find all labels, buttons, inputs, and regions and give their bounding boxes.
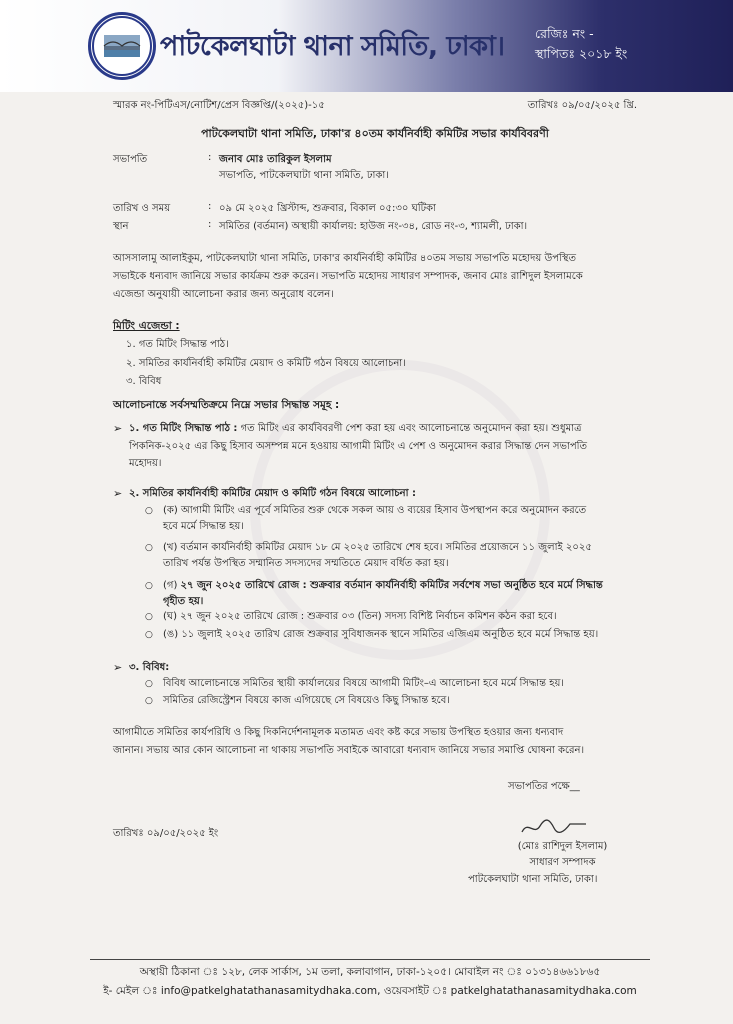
sub-item-line: সমিতির রেজিস্ট্রেশন বিষয়ে কাজ এগিয়েছে সে বিষয়েও কিছু সিদ্ধান্ত হবে। xyxy=(163,695,450,706)
subject-heading: পাটকেলঘাটা থানা সমিতি, ঢাকা'র ৪০তম কার্যনির্বাহী কমিটির সভার কার্যবিবরণী xyxy=(201,127,549,140)
signatory-org: পাটকেলঘাটা থানা সমিতি, ঢাকা। xyxy=(468,874,598,885)
sub-item xyxy=(145,609,650,625)
decision-item-1 xyxy=(113,420,643,473)
sub-item-prefix: (গ) xyxy=(163,580,181,591)
circle-bullet-icon: ○ xyxy=(145,506,153,516)
arrow-bullet-icon: ➢ xyxy=(113,487,123,500)
decision-1-head: ১. গত মিটিং সিদ্ধান্ত পাঠ : xyxy=(129,423,238,434)
intro-paragraph xyxy=(113,250,643,304)
agenda-title: মিটিং এজেন্ডা : xyxy=(113,320,180,332)
place-value: সমিতির (বর্তমান) অস্থায়ী কার্যালয়: হাউজ নং-৩৪, রোড নং-৩, শ্যামলী, ঢাকা। xyxy=(219,221,528,232)
circle-bullet-icon: ○ xyxy=(145,679,153,689)
circle-bullet-icon: ○ xyxy=(145,581,153,591)
agenda-item: ৩. বিবিধ xyxy=(126,376,162,387)
arrow-bullet-icon: ➢ xyxy=(113,661,123,674)
decision-item-2 xyxy=(113,485,643,503)
colon: : xyxy=(208,201,212,212)
sub-item xyxy=(145,627,650,643)
sub-item-line: হবে মর্মে সিদ্ধান্ত হয়। xyxy=(163,521,244,532)
agenda-item: ২. সমিতির কার্যনির্বাহী কমিটির মেয়াদ ও কমিটি গঠন বিষয়ে আলোচনা। xyxy=(126,357,406,369)
memo-date: তারিখঃ ০৯/০৫/২০২৫ খ্রি. xyxy=(527,100,637,111)
decisions-title: আলোচনান্তে সর্বসম্মতিক্রমে নিম্নে সভার সিদ্ধান্ত সমূহ : xyxy=(113,399,340,411)
signature-mark-icon xyxy=(520,816,590,840)
datetime-label: তারিখ ও সময় xyxy=(113,203,171,214)
sub-item-line: (ঘ) ২৭ জুন ২০২৫ তারিখে রোজ : শুক্রবার ০৩ (তিন) সদস্য বিশিষ্ট নির্বাচন কমিশন কঠন করা হবে। xyxy=(163,611,557,622)
arrow-bullet-icon: ➢ xyxy=(113,422,123,435)
signatory-name: (মোঃ রাশিদুল ইসলাম) xyxy=(517,841,608,852)
sub-item xyxy=(145,676,650,692)
agenda-list xyxy=(126,336,406,392)
signatory-block xyxy=(495,839,630,871)
footer-address: অস্থায়ী ঠিকানা ঃ ১২৮, লেক সার্কাস, ১ম তলা, কলাবাগান, ঢাকা-১২০৫। মোবাইল নং ঃ ০১৩১৪৬৬১৮৬৫ xyxy=(139,966,601,978)
sub-item-line: (ক) আগামী মিটিং এর পূর্বে সমিতির শুরু থেকে সকল আয় ও ব্যয়ের হিসাব উপস্থাপন করে অনুমোদন করতে xyxy=(163,505,587,516)
logo-emblem-icon xyxy=(91,15,153,77)
datetime-value: ০৯ মে ২০২৫ খ্রিস্টাব্দ, শুক্রবার, বিকাল ০৫:৩০ ঘটিকা xyxy=(219,203,436,214)
sub-item-line: বিবিধ আলোচনান্তে সমিতির স্থায়ী কার্যালয়ের বিষয়ে আগামী মিটিং–এ আলোচনা হবে মর্মে সিদ্ধান্ত হয়। xyxy=(163,678,564,689)
intro-line: সভাইকে ধন্যবাদ জানিয়ে সভার কার্যক্রম শুরু করেন। সভাপতি মহোদয় সাধারণ সম্পাদক, জনাব মোঃ রাশিদুল ইসলামকে xyxy=(113,271,583,282)
sub-item xyxy=(145,503,650,535)
chair-name: জনাব মোঃ তারিকুল ইসলাম xyxy=(219,154,332,165)
decision-3-head: ৩. বিবিধ: xyxy=(129,662,170,673)
agenda-item: ১. গত মিটিং সিদ্ধান্ত পাঠ। xyxy=(126,339,229,350)
circle-bullet-icon: ○ xyxy=(145,696,153,706)
sub-item-line: তারিখ পর্যন্ত উপস্থিত সম্মানিত সদস্যদের সম্মতিতে মেয়াদ বর্ধিত করা হয়। xyxy=(163,558,449,569)
decision-1-text: মহোদয়। xyxy=(129,458,162,469)
logo xyxy=(88,12,156,80)
colon: : xyxy=(208,152,212,163)
intro-line: এজেন্ডা অনুযায়ী আলোচনা করার জন্য অনুরোধ বলেন। xyxy=(113,289,334,300)
decision-1-text: গত মিটিং এর কার্যবিবরণী পেশ করা হয় এবং আলোচনান্তে অনুমোদন করা হয়। শুধুমাত্র xyxy=(237,423,582,434)
sub-item-line: (খ) বর্তমান কার্যনির্বাহী কমিটির মেয়াদ ১৮ মে ২০২৫ তারিখে শেষ হবে। সমিতির প্রয়োজনে ১১ জুলাই ২০২৫ xyxy=(163,542,592,553)
letterhead-banner xyxy=(0,0,733,92)
place-label: স্থান xyxy=(113,221,129,232)
circle-bullet-icon: ○ xyxy=(145,630,153,640)
closing-line: জানান। সভায় আর কোন আলোচনা না থাকায় সভাপতি সবাইকে আবারো ধন্যবাদ জানিয়ে সভার সমাপ্তি ঘোষনা করেন। xyxy=(113,745,585,756)
decision-2-head: ২. সমিতির কার্যনির্বাহী কমিটির মেয়াদ ও কমিটি গঠন বিষয়ে আলোচনা : xyxy=(129,488,417,499)
closing-paragraph xyxy=(113,724,643,760)
decision-1-text: পিকনিক-২০২৫ এর কিছু হিসাব অসম্পন্ন মনে হওয়ায় আগামী মিটিং এ পেশ ও অনুমোদন করার সিদ্ধান্ত দেন সভাপতি xyxy=(129,440,588,452)
reg-no: রেজিঃ নং - xyxy=(535,26,594,41)
signatory-title: সাধারণ সম্পাদক xyxy=(529,857,596,868)
decision-item-3 xyxy=(113,659,643,677)
chair-title: সভাপতি, পাটকেলঘাটা থানা সমিতি, ঢাকা। xyxy=(219,170,389,181)
closing-line: আগামীতে সমিতির কার্যপরিধি ও কিছু দিকনির্দেশনামূলক মতামত এবং কষ্ট করে সভায় উপস্থিত হওয়ার জন্য ধন্যবাদ xyxy=(113,727,564,738)
sub-item xyxy=(145,540,650,572)
colon: : xyxy=(208,219,212,230)
intro-line: আসসালামু আলাইকুম, পাটকেলঘাটা থানা সমিতি, ঢাকা'র কার্যনির্বাহী কমিটির ৪০তম সভায় সভাপতি মহোদয় উপস্থিত xyxy=(113,253,577,264)
behalf-text: সভাপতির পক্ষে__ xyxy=(508,781,580,792)
sub-item-line: ২৭ জুন ২০২৫ তারিখে রোজ : শুক্রবার বর্তমান কার্যনির্বাহী কমিটির সর্বশেষ সভা অনুষ্ঠিত হবে মর্মে সিদ্ধান্ত xyxy=(180,580,603,591)
circle-bullet-icon: ○ xyxy=(145,543,153,553)
registration-info xyxy=(535,24,627,64)
sub-item xyxy=(145,578,650,610)
sub-item-line: গৃহীত হয়। xyxy=(163,596,204,607)
signature-date: তারিখঃ ০৯/০৫/২০২৫ ইং xyxy=(113,828,219,839)
established: স্থাপিতঃ ২০১৮ ইং xyxy=(535,46,628,61)
sub-item xyxy=(145,693,650,709)
footer-contact: ই- মেইল ঃ info@patkelghatathanasamitydhaka.com, ওয়েবসাইট ঃ patkelghatathanasamitydhaka.com xyxy=(103,985,637,997)
org-title: পাটকেলঘাটা থানা সমিতি, ঢাকা। xyxy=(160,31,505,62)
circle-bullet-icon: ○ xyxy=(145,612,153,622)
memo-ref: স্মারক নং-পিটিএস/নোটিশ/প্রেস বিজ্ঞপ্তি/(২০২৫)-১৫ xyxy=(113,100,325,111)
sub-item-line: (ঙ) ১১ জুলাই ২০২৫ তারিখ রোজ শুক্রবার সুবিধাজনক স্থানে সমিতির এজিএম অনুষ্ঠিত হবে মর্মে সিদ্ধান্ত হয়। xyxy=(163,629,599,640)
footer-divider xyxy=(90,959,650,960)
chair-label: সভাপতি xyxy=(113,154,148,165)
